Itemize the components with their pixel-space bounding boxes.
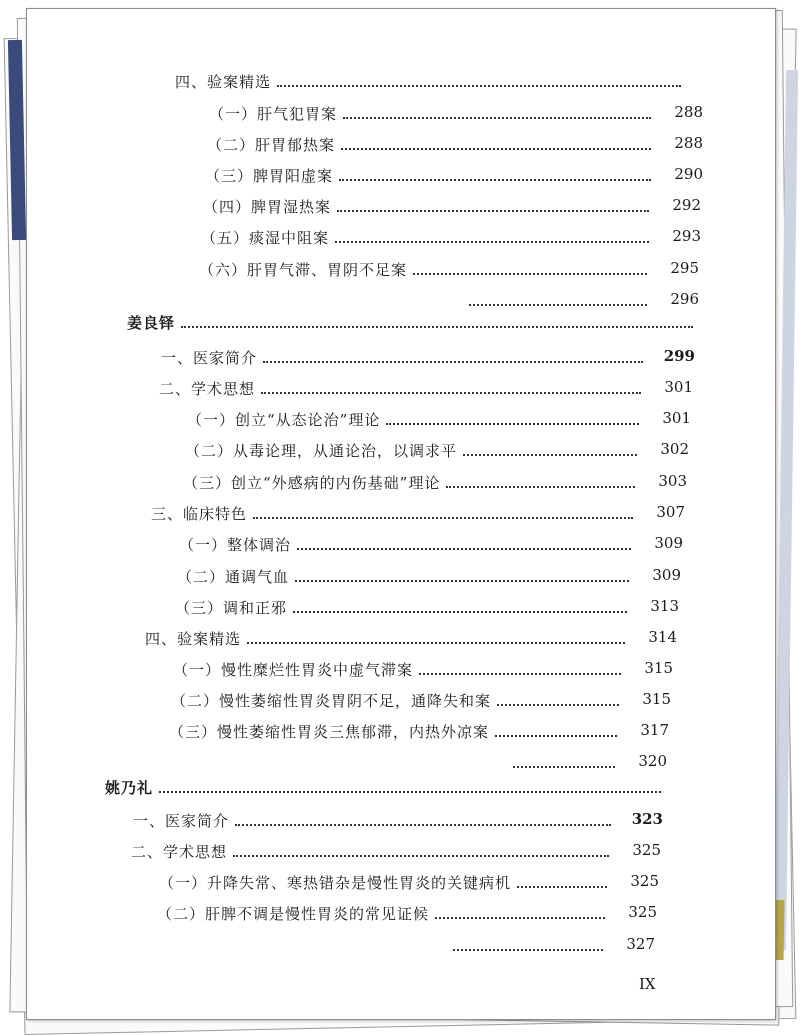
toc-entry[interactable] xyxy=(175,66,685,92)
toc-entry-page: 296 xyxy=(670,290,699,308)
toc-entry[interactable] xyxy=(201,222,701,248)
leader-dots xyxy=(446,486,635,488)
toc-page xyxy=(26,8,776,1020)
toc-entry[interactable] xyxy=(447,930,655,956)
toc-entry-page: 292 xyxy=(672,196,701,214)
toc-entry-page: 320 xyxy=(638,752,667,770)
leader-dots xyxy=(277,85,681,87)
leader-dots xyxy=(497,704,619,706)
toc-entry-page: 309 xyxy=(652,566,681,584)
toc-entry-page: 317 xyxy=(640,721,669,739)
leader-dots xyxy=(253,517,633,519)
leader-dots xyxy=(159,791,661,793)
toc-entry-label: （三）脾胃阳虚案 xyxy=(205,167,334,185)
leader-dots xyxy=(339,179,651,181)
leader-dots xyxy=(247,642,625,644)
leader-dots xyxy=(233,855,609,857)
toc-entry-label: （四）脾胃湿热案 xyxy=(203,198,332,216)
toc-entry-label: 四、验案精选 xyxy=(175,73,272,91)
leader-dots xyxy=(513,766,615,768)
toc-entry-label: （一）创立“从态论治”理论 xyxy=(187,411,381,429)
toc-entry[interactable] xyxy=(151,498,685,524)
toc-entry-label: 二、学术思想 xyxy=(131,843,228,861)
toc-entry-page: 299 xyxy=(663,347,695,365)
toc-entry[interactable] xyxy=(175,592,679,618)
toc-entry-label: 姜良铎 xyxy=(127,314,176,332)
toc-entry[interactable] xyxy=(159,373,693,399)
toc-entry[interactable] xyxy=(171,685,671,711)
leader-dots xyxy=(337,210,649,212)
page-folio: IX xyxy=(639,975,656,993)
leader-dots xyxy=(261,392,641,394)
toc-entry-page: 327 xyxy=(626,935,655,953)
toc-entry-label: 姚乃礼 xyxy=(105,779,154,797)
toc-entry-page: 301 xyxy=(664,378,693,396)
toc-entry-label: （一）慢性糜烂性胃炎中虚气滞案 xyxy=(173,661,414,679)
toc-entry-page: 301 xyxy=(662,409,691,427)
leader-dots xyxy=(335,241,649,243)
toc-entry[interactable] xyxy=(199,254,699,280)
toc-entry[interactable] xyxy=(183,467,687,493)
toc-entry-page: 309 xyxy=(654,534,683,552)
toc-entry-label: 四、验案精选 xyxy=(145,630,242,648)
toc-entry-page: 302 xyxy=(660,440,689,458)
toc-entry[interactable] xyxy=(507,747,667,773)
leader-dots xyxy=(181,326,693,328)
leader-dots xyxy=(297,548,631,550)
toc-entry-label: （六）肝胃气滞、胃阴不足案 xyxy=(199,261,408,279)
toc-entry-page: 325 xyxy=(632,841,661,859)
toc-chapter-heading[interactable] xyxy=(127,307,697,333)
leader-dots xyxy=(495,735,617,737)
leader-dots xyxy=(435,917,605,919)
toc-entry-label: （二）通调气血 xyxy=(177,568,290,586)
toc-entry-label: 一、医家简介 xyxy=(161,349,258,367)
toc-entry-page: 315 xyxy=(642,690,671,708)
toc-entry-label: （一）肝气犯胃案 xyxy=(209,105,338,123)
toc-entry-label: 一、医家简介 xyxy=(133,812,230,830)
toc-entry-page: 314 xyxy=(648,628,677,646)
leader-dots xyxy=(419,673,621,675)
leader-dots xyxy=(293,611,627,613)
toc-entry-page: 325 xyxy=(630,872,659,890)
toc-entry[interactable] xyxy=(133,805,663,831)
toc-entry-label: （二）从毒论理，从通论治，以调求平 xyxy=(185,442,458,460)
leader-dots xyxy=(413,273,647,275)
toc-entry-page: 288 xyxy=(674,134,703,152)
toc-entry[interactable] xyxy=(203,191,701,217)
toc-entry[interactable] xyxy=(173,654,673,680)
toc-entry-page: 293 xyxy=(672,227,701,245)
toc-entry-page: 325 xyxy=(628,903,657,921)
toc-entry-page: 295 xyxy=(670,259,699,277)
toc-entry[interactable] xyxy=(157,898,657,924)
toc-entry-label: （二）肝脾不调是慢性胃炎的常见证候 xyxy=(157,905,430,923)
toc-entry[interactable] xyxy=(179,529,683,555)
toc-entry[interactable] xyxy=(209,98,703,124)
toc-entry-page: 323 xyxy=(631,810,663,828)
toc-entry[interactable] xyxy=(161,342,695,368)
toc-entry-page: 290 xyxy=(674,165,703,183)
leader-dots xyxy=(453,949,603,951)
leader-dots xyxy=(343,117,651,119)
toc-entry[interactable] xyxy=(131,836,661,862)
leader-dots xyxy=(341,148,651,150)
toc-entry-page: 315 xyxy=(644,659,673,677)
toc-entry[interactable] xyxy=(159,867,659,893)
toc-entry-label: （二）慢性萎缩性胃炎胃阴不足，通降失和案 xyxy=(171,692,492,710)
toc-entry-page: 307 xyxy=(656,503,685,521)
toc-entry-label: （三）慢性萎缩性胃炎三焦郁滞，内热外凉案 xyxy=(169,723,490,741)
toc-entry-label: （一）升降失常、寒热错杂是慢性胃炎的关键病机 xyxy=(159,874,512,892)
toc-entry-page: 288 xyxy=(674,103,703,121)
toc-entry[interactable] xyxy=(207,129,703,155)
toc-entry[interactable] xyxy=(187,404,691,430)
toc-entry-page: 313 xyxy=(650,597,679,615)
leader-dots xyxy=(295,580,629,582)
leader-dots xyxy=(469,304,647,306)
toc-entry-label: （五）痰湿中阻案 xyxy=(201,229,330,247)
leader-dots xyxy=(463,454,637,456)
leader-dots xyxy=(386,423,639,425)
toc-entry-label: （三）调和正邪 xyxy=(175,599,288,617)
leader-dots xyxy=(517,886,607,888)
leader-dots xyxy=(263,361,643,363)
toc-entry-label: 二、学术思想 xyxy=(159,380,256,398)
toc-entry-page: 303 xyxy=(658,472,687,490)
toc-entry-label: （三）创立“外感病的内伤基础”理论 xyxy=(183,474,441,492)
toc-entry-label: （二）肝胃郁热案 xyxy=(207,136,336,154)
toc-chapter-heading[interactable] xyxy=(105,772,665,798)
toc-entry[interactable] xyxy=(169,716,669,742)
leader-dots xyxy=(235,824,611,826)
toc-entry[interactable] xyxy=(177,561,681,587)
toc-entry[interactable] xyxy=(205,160,703,186)
toc-entry[interactable] xyxy=(145,623,677,649)
toc-entry-label: 三、临床特色 xyxy=(151,505,248,523)
toc-entry-label: （一）整体调治 xyxy=(179,536,292,554)
toc-entry[interactable] xyxy=(185,435,689,461)
